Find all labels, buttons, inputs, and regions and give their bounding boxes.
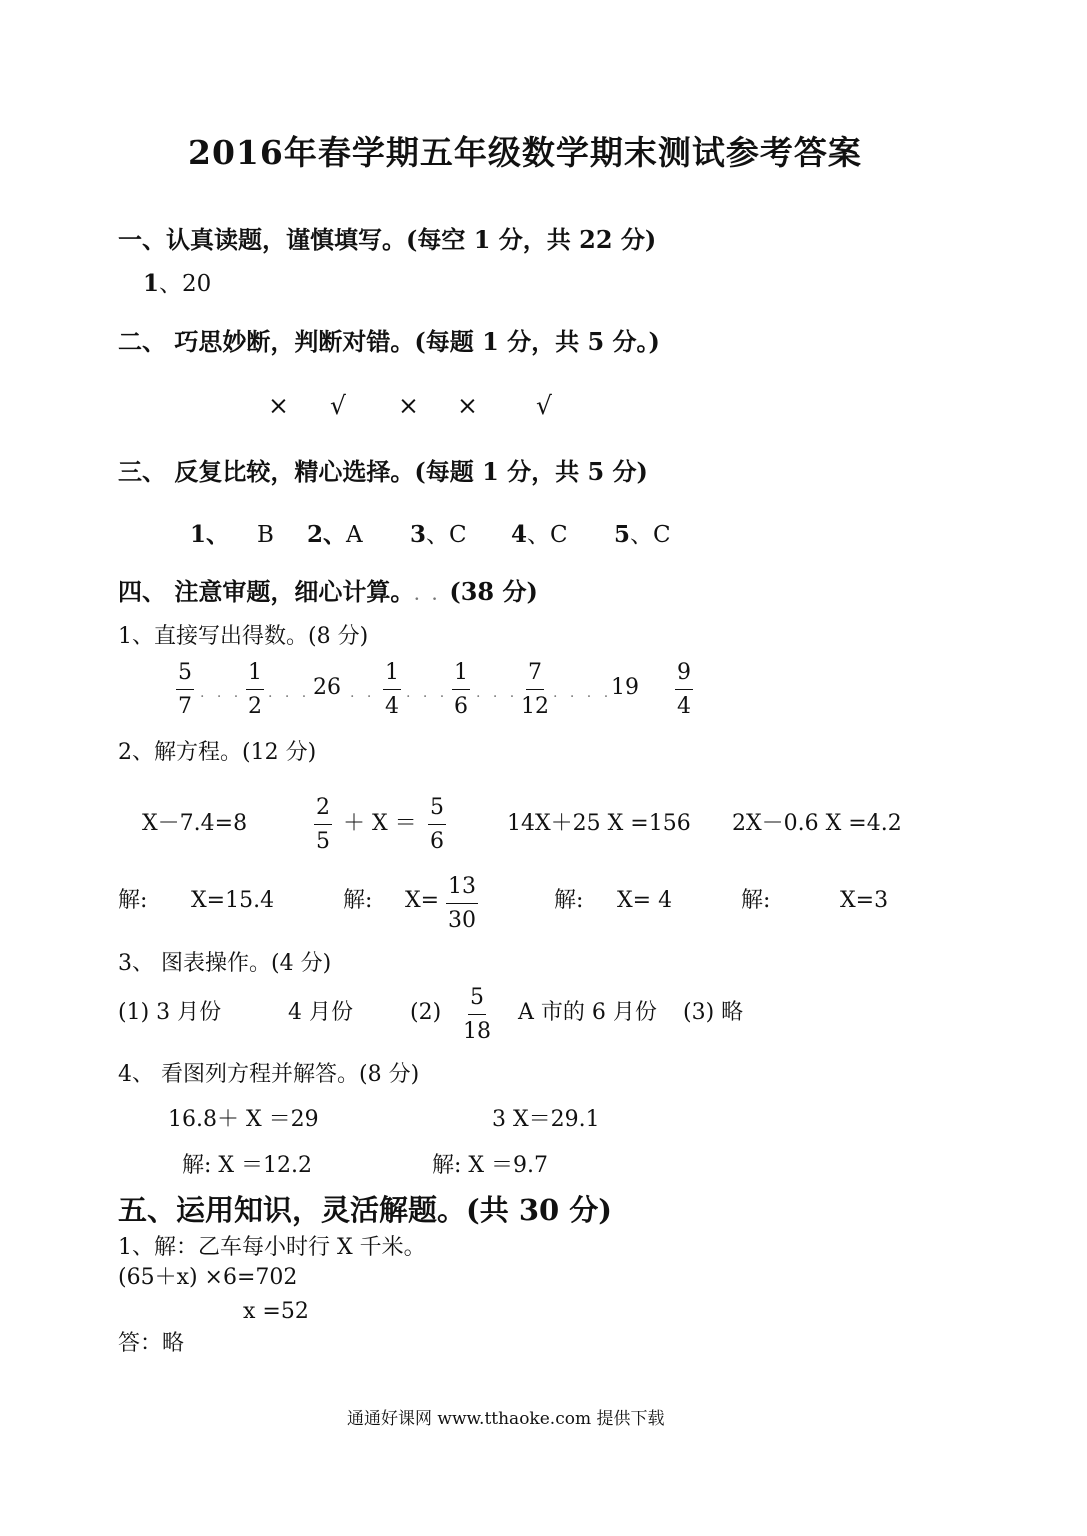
solution: X=15.4	[191, 888, 275, 913]
q4-label: 4、 看图列方程并解答。(8 分)	[118, 1062, 420, 1087]
equation: ＋ X ＝	[343, 811, 417, 836]
solution-prefix: 解:	[343, 888, 373, 913]
judgement-mark: √	[330, 391, 346, 420]
section-3-heading: 三、 反复比较，精心选择。(每题 1 分，共 5 分)	[118, 457, 648, 486]
chart-answer: (1) 3 月份	[118, 1000, 222, 1025]
solution-prefix: 解:	[741, 888, 771, 913]
choice-answer: 5、C	[614, 521, 671, 548]
fraction-answer: $\frac{5}{7}$	[178, 660, 192, 719]
section-1-answer: 1、20	[143, 270, 212, 297]
chart-answer: (2)	[410, 1000, 442, 1025]
problem-line: x =52	[243, 1299, 309, 1324]
choice-answer: 2、A	[307, 521, 363, 548]
equation: 2X－0.6 X =4.2	[732, 811, 902, 836]
solution: X=	[405, 888, 440, 913]
fraction-answer: $\frac{1}{2}$	[248, 660, 262, 719]
chart-answer: 4 月份	[288, 1000, 353, 1025]
q1-label: 1、直接写出得数。(8 分)	[118, 624, 369, 649]
equation: 14X＋25 X =156	[507, 811, 691, 836]
dot-leader: . .	[350, 685, 376, 701]
number-answer: 19	[611, 675, 639, 700]
problem-line: 答：略	[118, 1331, 185, 1356]
problem-line: (65＋x) ×6=702	[118, 1265, 298, 1290]
judgement-mark: ×	[398, 391, 419, 420]
page-footer: 通通好课网 www.tthaoke.com 提供下载	[347, 1409, 665, 1429]
fraction-answer: $\frac{9}{4}$	[677, 660, 691, 719]
equation-fraction: $\frac{2}{5}$	[316, 795, 330, 854]
equation: X－7.4=8	[142, 811, 248, 836]
section-2-heading: 二、 巧思妙断，判断对错。(每题 1 分，共 5 分。)	[118, 327, 660, 356]
dot-leader: . . . .	[553, 685, 613, 701]
dot-leader: . . .	[406, 685, 449, 701]
fraction-answer: $\frac{7}{12}$	[521, 660, 549, 719]
solution-prefix: 解:	[118, 888, 148, 913]
judgement-mark: √	[536, 391, 552, 420]
equation: 3 X＝29.1	[492, 1107, 600, 1132]
number-answer: 26	[313, 675, 341, 700]
judgement-mark: ×	[268, 391, 289, 420]
choice-answer: 3、C	[410, 521, 467, 548]
solution: X= 4	[617, 888, 673, 913]
choice-answer: 1、 B	[190, 521, 274, 548]
section-1-heading: 一、认真读题，谨慎填写。(每空 1 分，共 22 分)	[118, 225, 657, 254]
solution: 解: X ＝9.7	[432, 1153, 549, 1178]
equation-fraction: $\frac{5}{6}$	[430, 795, 444, 854]
problem-line: 1、解：乙车每小时行 X 千米。	[118, 1235, 426, 1260]
section-5-heading: 五、运用知识，灵活解题。(共 30 分)	[118, 1193, 612, 1227]
judgement-mark: ×	[457, 391, 478, 420]
equation: 16.8＋ X ＝29	[168, 1107, 319, 1132]
chart-answer: A 市的 6 月份	[518, 1000, 657, 1025]
chart-answer: (3) 略	[683, 1000, 744, 1025]
fraction-answer: $\frac{1}{4}$	[385, 660, 399, 719]
section-4-heading: 四、 注意审题，细心计算。. . (38 分)	[118, 577, 538, 606]
solution-fraction: $\frac{13}{30}$	[448, 874, 476, 933]
choice-answer: 4、C	[511, 521, 568, 548]
q3-label: 3、 图表操作。(4 分)	[118, 951, 332, 976]
page-title: 2016年春学期五年级数学期末测试参考答案	[188, 133, 862, 172]
dot-leader: . . .	[200, 685, 243, 701]
solution: 解: X ＝12.2	[182, 1153, 313, 1178]
solution: X=3	[840, 888, 889, 913]
fraction-answer: $\frac{1}{6}$	[454, 660, 468, 719]
dot-leader: . . .	[476, 685, 519, 701]
dot-leader: . . .	[268, 685, 311, 701]
chart-answer-fraction: $\frac{5}{18}$	[463, 985, 491, 1044]
solution-prefix: 解:	[554, 888, 584, 913]
q2-label: 2、解方程。(12 分)	[118, 740, 317, 765]
